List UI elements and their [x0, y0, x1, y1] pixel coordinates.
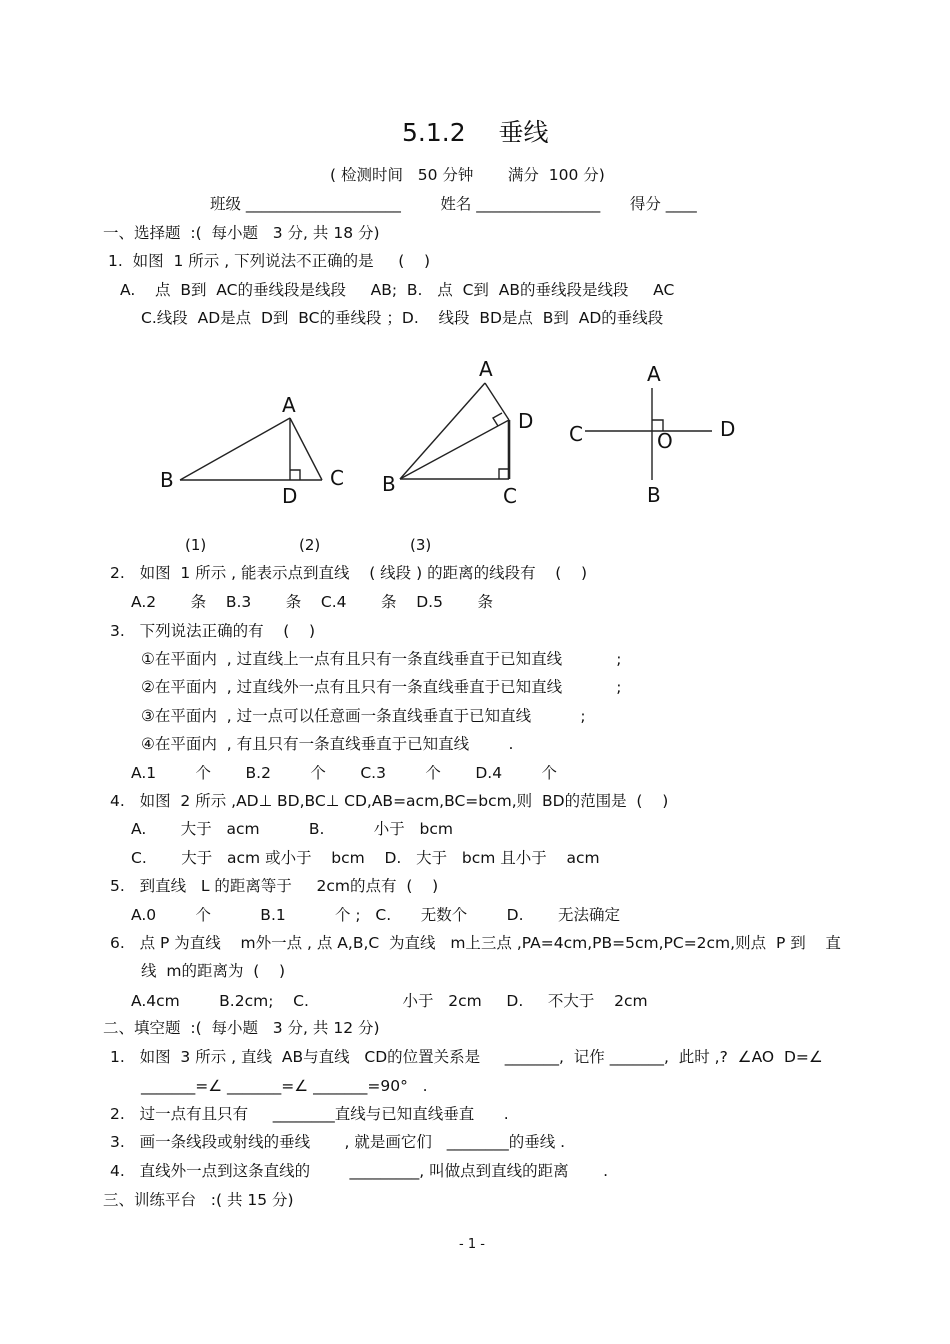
figures-svg — [0, 0, 950, 560]
q3-options: A.1 个 B.2 个 C.3 个 D.4 个 — [131, 764, 558, 782]
q6-stem: 6. 点 P 为直线 m外一点 , 点 A,B,C 为直线 m上三点 ,PA=4cm,PB=5cm,PC=2cm,则点 P 到 直 — [110, 934, 841, 952]
fill-q1-continued: _______=∠ _______=∠ _______=90° . — [141, 1077, 428, 1095]
fill-q3: 3. 画一条线段或射线的垂线 , 就是画它们 ________的垂线 . — [110, 1133, 566, 1151]
fill-q1: 1. 如图 3 所示 , 直线 AB与直线 CD的位置关系是 _______, 记作 _______, 此时 ,? ∠AO D=∠ — [110, 1048, 823, 1066]
fig3-caption: (3) — [410, 536, 432, 554]
q5-stem: 5. 到直线 L 的距离等于 2cm的点有 ( ) — [110, 877, 439, 895]
page-number: - 1 - — [459, 1237, 485, 1252]
q3-statement-3: ③在平面内 , 过一点可以任意画一条直线垂直于已知直线 ; — [141, 707, 586, 725]
fig3-label-o: O — [657, 429, 673, 453]
test-info: ( 检测时间 50 分钟 满分 100 分) — [330, 166, 605, 184]
fig2-right-angle-mark-c — [499, 469, 509, 479]
fig3-label-c: C — [569, 422, 583, 446]
fig3-label-d: D — [720, 417, 736, 441]
fig1-right-angle-mark — [290, 470, 300, 480]
fig3-label-b: B — [647, 483, 661, 507]
q4-options-ab: A. 大于 acm B. 小于 bcm — [131, 820, 453, 838]
section-1-heading: 一、选择题 :( 每小题 3 分, 共 18 分) — [103, 224, 380, 242]
q3-statement-2: ②在平面内 , 过直线外一点有且只有一条直线垂直于已知直线 ; — [141, 678, 622, 696]
fig1-label-d: D — [282, 484, 298, 508]
q3-statement-4: ④在平面内 , 有且只有一条直线垂直于已知直线 . — [141, 735, 514, 753]
q1-options-cd: C.线段 AD是点 D到 BC的垂线段 ；D. 线段 BD是点 B到 AD的垂线段 — [141, 309, 664, 327]
fig1-label-c: C — [330, 466, 344, 490]
q1-options-ab: A. 点 B到 AC的垂线段是线段 AB; B. 点 C到 AB的垂线段是线段 AC — [120, 281, 675, 299]
figure-1 — [180, 418, 322, 480]
fig1-label-b: B — [160, 468, 174, 492]
q3-statement-1: ①在平面内 , 过直线上一点有且只有一条直线垂直于已知直线 ; — [141, 650, 622, 668]
fig2-segment-ad — [485, 383, 509, 420]
q2-stem: 2. 如图 1 所示 , 能表示点到直线 ( 线段 ) 的距离的线段有 ( ) — [110, 564, 588, 582]
class-name-score-line: 班级 ____________________ 姓名 ________________ 得分 ____ — [210, 195, 697, 213]
fig2-segment-bd — [400, 420, 509, 479]
fig1-label-a: A — [282, 393, 296, 417]
figure-2 — [400, 383, 509, 479]
section-2-heading: 二、填空题 :( 每小题 3 分, 共 12 分) — [103, 1019, 380, 1037]
fig2-segment-ab — [400, 383, 485, 479]
figure-3 — [585, 388, 712, 480]
q6-options: A.4cm B.2cm; C. 小于 2cm D. 不大于 2cm — [131, 992, 648, 1010]
fig2-label-c: C — [503, 484, 517, 508]
fig2-label-b: B — [382, 472, 396, 496]
q2-options: A.2 条 B.3 条 C.4 条 D.5 条 — [131, 593, 493, 611]
fill-q4: 4. 直线外一点到这条直线的 _________, 叫做点到直线的距离 . — [110, 1162, 609, 1180]
fig1-segment-ba — [180, 418, 290, 480]
fig2-label-d: D — [518, 409, 534, 433]
q1-stem: 1. 如图 1 所示 , 下列说法不正确的是 ( ) — [108, 252, 431, 270]
fill-q2: 2. 过一点有且只有 ________直线与已知直线垂直 . — [110, 1105, 509, 1123]
fig1-caption: (1) — [185, 536, 207, 554]
section-3-heading: 三、训练平台 :( 共 15 分) — [103, 1191, 294, 1209]
q4-options-cd: C. 大于 acm 或小于 bcm D. 大于 bcm 且小于 acm — [131, 849, 600, 867]
fig2-caption: (2) — [299, 536, 321, 554]
fig2-label-a: A — [479, 357, 493, 381]
q5-options: A.0 个 B.1 个 ; C. 无数个 D. 无法确定 — [131, 906, 621, 924]
q4-stem: 4. 如图 2 所示 ,AD⊥ BD,BC⊥ CD,AB=acm,BC=bcm,则 BD的范围是 ( ) — [110, 792, 669, 810]
q6-stem-continued: 线 m的距离为 ( ) — [141, 962, 286, 980]
q3-stem: 3. 下列说法正确的有 ( ) — [110, 622, 316, 640]
page-title: 5.1.2 垂线 — [402, 118, 549, 147]
fig3-label-a: A — [647, 362, 661, 386]
